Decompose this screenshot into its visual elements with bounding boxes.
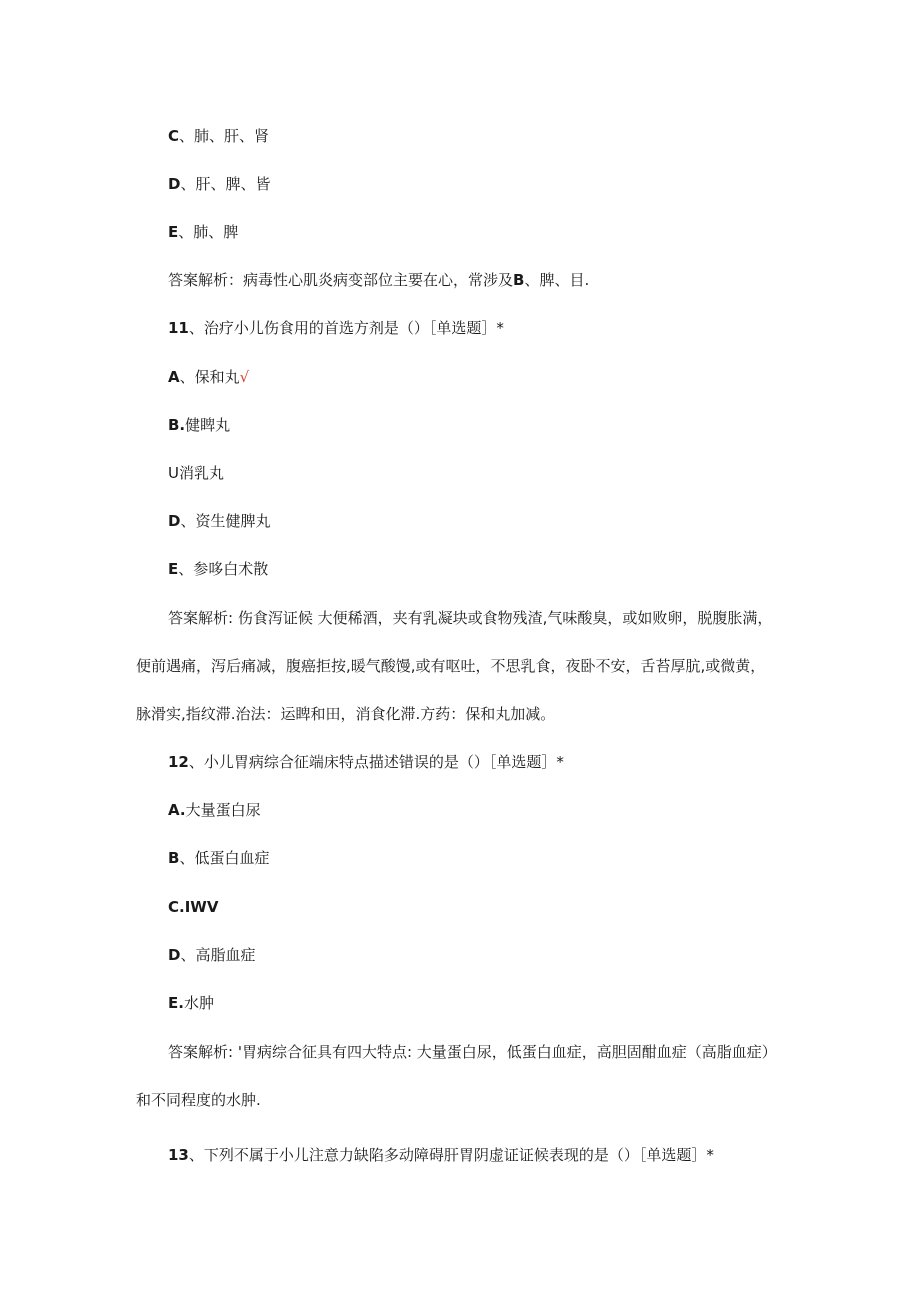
answer-analysis-q11-line2: 便前遇痛，泻后痛减，腹癌拒按,暖气酸馒,或有呕吐，不思乳食，夜卧不安，舌苔厚肮,或微黄， [136,657,766,675]
question-number: 11 [168,319,189,337]
option-letter: D [168,946,181,964]
answer-analysis-q11-line3: 脉滑实,指纹滞.治法：运睥和田，消食化滞.方药：保和丸加减。 [136,705,556,723]
answer-analysis-q12-line1: 答案解析: '胃病综合征具有四大特点: 大量蛋白尿，低蛋白血症，高胆固酣血症（高脂血症） [168,1043,777,1061]
option-sep: 、 [180,175,196,193]
option-sep: 、 [178,560,194,578]
option-text: 资生健脾丸 [195,512,271,530]
option-a [168,367,249,387]
option-e [168,993,214,1013]
analysis-bold: B [513,271,525,289]
option-e [168,222,238,242]
question-text: 、治疗小儿伤食用的首选方剂是（）［单选题］* [188,319,504,337]
option-d [168,945,255,965]
option-letter: C [168,127,180,145]
option-text: 高脂血症 [195,946,256,964]
correct-check-icon: √ [239,368,250,386]
option-d [168,174,270,194]
option-sep: 、 [179,127,195,145]
option-c [168,463,224,483]
option-e [168,559,268,579]
option-a [168,800,261,820]
option-letter: E. [168,994,184,1012]
option-text: 肺、肝、肾 [194,127,270,145]
option-letter: C.IWV [168,898,219,916]
option-text: 肝、脾、皆 [195,175,271,193]
option-sep: 、 [179,849,195,867]
answer-analysis-q11-line1: 答案解析: 伤食泻证候 大便稀酒，夹有乳凝块或食物残渣,气味酸臭，或如败卵，脱腹胀满， [168,609,773,627]
option-letter: B [168,849,180,867]
question-number: 12 [168,753,189,771]
answer-analysis-q12-line2: 和不同程度的水肿. [136,1091,261,1109]
option-letter: D [168,175,181,193]
option-letter: E [168,223,179,241]
question-13 [168,1145,714,1165]
option-text: U消乳丸 [168,464,224,482]
option-sep: 、 [180,946,196,964]
option-text: 大量蛋白尿 [185,801,261,819]
option-c [168,126,269,146]
option-sep: 、 [179,368,195,386]
option-letter: A [168,368,180,386]
option-text: 低蛋白血症 [194,849,270,867]
question-11 [168,318,504,338]
option-sep: 、 [180,512,196,530]
analysis-suffix: 、脾、目. [524,271,590,289]
option-c [168,897,218,917]
question-text: 、小儿胃病综合征端床特点描述错误的是（）［单选题］* [188,753,564,771]
answer-analysis-q10 [168,270,589,290]
option-b [168,415,230,435]
option-text: 健睥丸 [185,416,231,434]
option-d [168,511,270,531]
question-number: 13 [168,1146,189,1164]
question-12 [168,752,564,772]
option-letter: E [168,560,179,578]
option-letter: D [168,512,181,530]
option-text: 水肿 [183,994,214,1012]
option-text: 参哆白术散 [193,560,269,578]
option-sep: 、 [178,223,194,241]
question-text: 、下列不属于小儿注意力缺陷多动障碍肝胃阴虚证证候表现的是（）［单选题］* [188,1146,714,1164]
option-letter: A. [168,801,186,819]
option-text: 保和丸 [194,368,240,386]
option-letter: B. [168,416,186,434]
option-text: 肺、脾 [193,223,239,241]
analysis-prefix: 答案解析：病毒性心肌炎病变部位主要在心，常涉及 [168,271,514,289]
option-b [168,848,269,868]
